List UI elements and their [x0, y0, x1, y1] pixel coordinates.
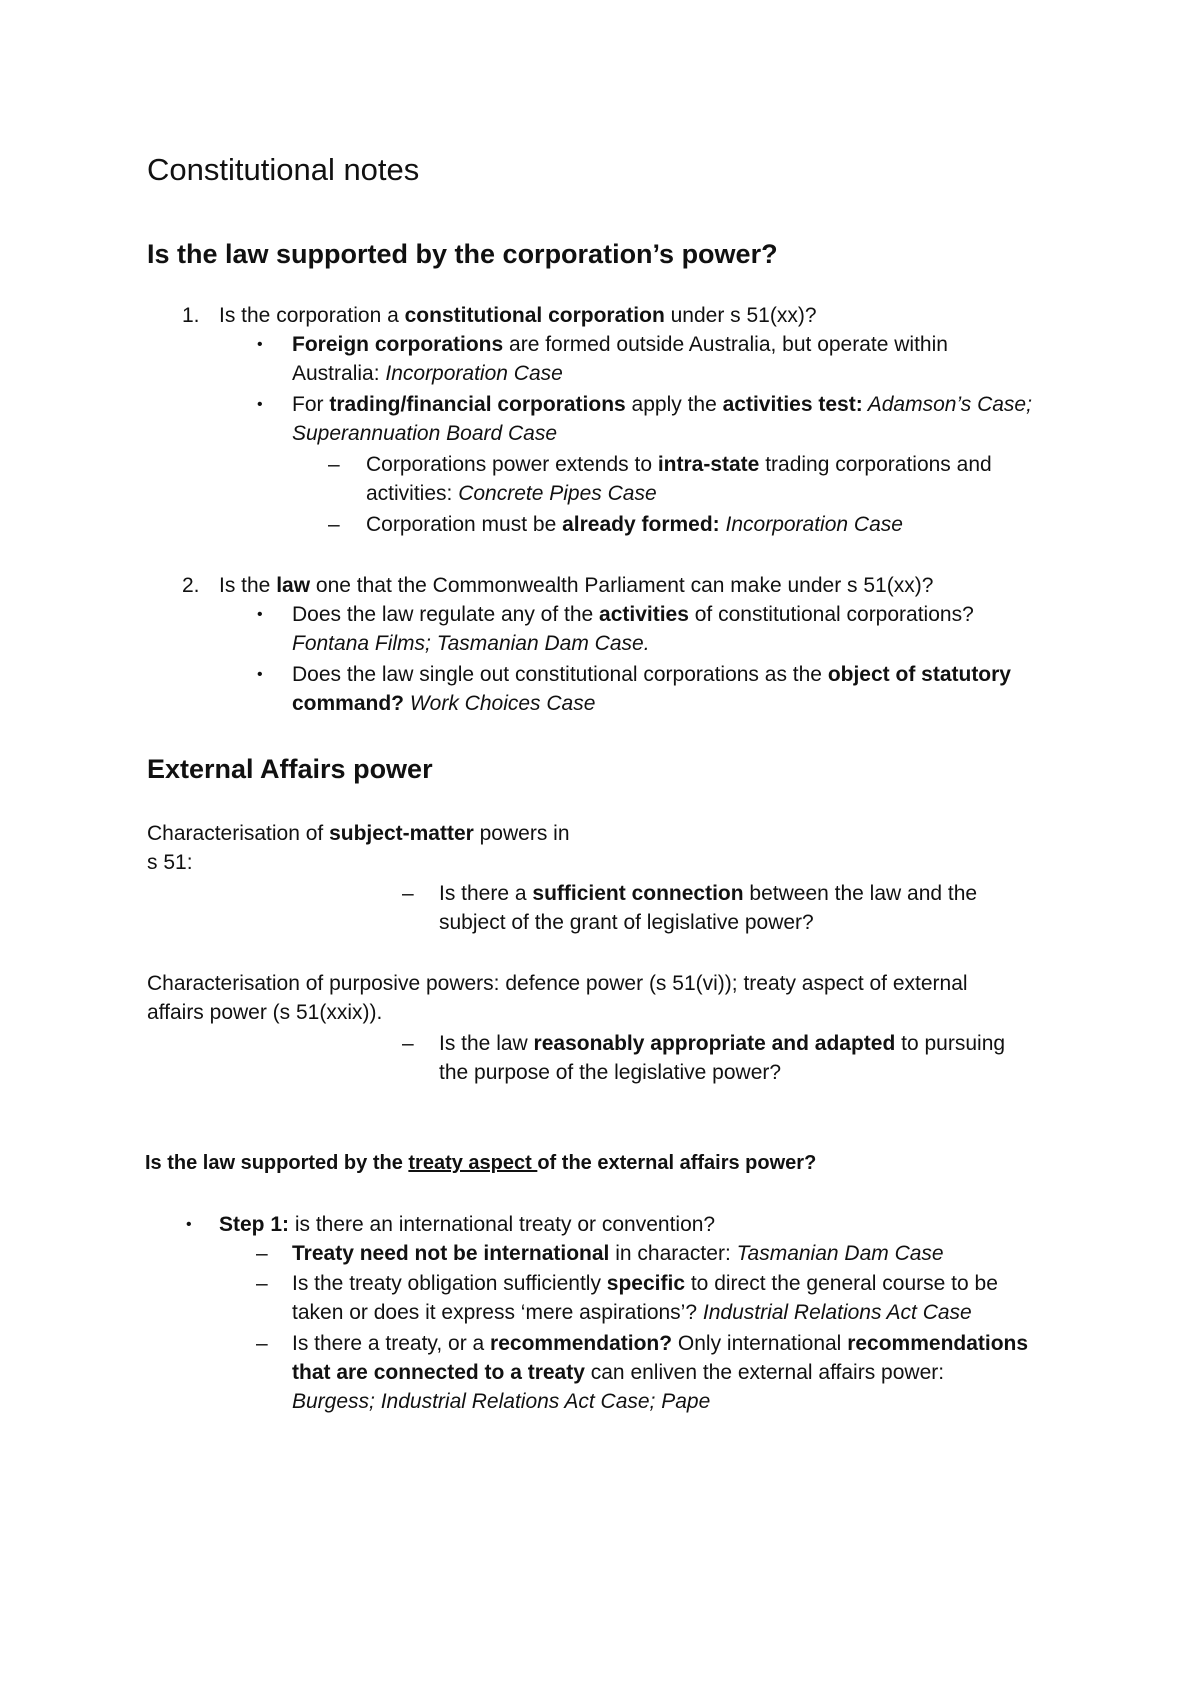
dash-marker: –	[402, 1032, 414, 1055]
section-heading-corporations: Is the law supported by the corporation’s power?	[147, 239, 778, 269]
bullet-marker: •	[257, 396, 263, 413]
q1-bullet-2-line-2: Superannuation Board Case	[292, 422, 558, 445]
dash-marker: –	[256, 1332, 268, 1355]
dash-marker: –	[256, 1242, 268, 1265]
list-number-2: 2.	[182, 574, 200, 597]
ea-dash-2-line-1: Is the law reasonably appropriate and adapted to pursuing	[439, 1032, 1006, 1055]
question-1: Is the corporation a constitutional corporation under s 51(xx)?	[219, 304, 817, 327]
q2-bullet-2-line-1: Does the law single out constitutional corporations as the object of statutory	[292, 663, 1011, 686]
para-purposive-line-2: affairs power (s 51(xxix)).	[147, 1001, 383, 1024]
step-1-dash-3-line-1: Is there a treaty, or a recommendation? Only international recommendations	[292, 1332, 1029, 1355]
bullet-marker: •	[257, 606, 263, 623]
ea-dash-2-line-2: the purpose of the legislative power?	[439, 1061, 782, 1084]
question-2: Is the law one that the Commonwealth Parliament can make under s 51(xx)?	[219, 574, 934, 597]
q2-bullet-1-line-2: Fontana Films; Tasmanian Dam Case.	[292, 632, 650, 655]
bullet-marker: •	[186, 1216, 192, 1233]
para-subject-matter-line-1: Characterisation of subject-matter powers in	[147, 822, 570, 845]
dash-marker: –	[328, 453, 340, 476]
ea-dash-1-line-1: Is there a sufficient connection between the law and the	[439, 882, 978, 905]
step-1-dash-3-line-2: that are connected to a treaty can enliven the external affairs power:	[292, 1361, 945, 1384]
q1-dash-1-line-1: Corporations power extends to intra-state trading corporations and	[366, 453, 992, 476]
step-1-dash-2-line-2: taken or does it express ‘mere aspirations’? Industrial Relations Act Case	[292, 1301, 972, 1324]
step-1: Step 1: is there an international treaty or convention?	[219, 1213, 716, 1236]
q2-bullet-1-line-1: Does the law regulate any of the activities of constitutional corporations?	[292, 603, 974, 626]
q1-bullet-2-line-1: For trading/financial corporations apply the activities test: Adamson’s Case;	[292, 393, 1032, 416]
q1-bullet-1-line-1: Foreign corporations are formed outside Australia, but operate within	[292, 333, 948, 356]
page-title: Constitutional notes	[147, 152, 420, 187]
step-1-dash-2-line-1: Is the treaty obligation sufficiently specific to direct the general course to be	[292, 1272, 998, 1295]
dash-marker: –	[402, 882, 414, 905]
dash-marker: –	[256, 1272, 268, 1295]
q1-bullet-1-line-2: Australia: Incorporation Case	[292, 362, 563, 385]
step-1-dash-3-line-3: Burgess; Industrial Relations Act Case; Pape	[292, 1390, 711, 1413]
step-1-dash-1: Treaty need not be international in character: Tasmanian Dam Case	[292, 1242, 944, 1265]
ea-dash-1-line-2: subject of the grant of legislative power?	[439, 911, 814, 934]
para-purposive-line-1: Characterisation of purposive powers: defence power (s 51(vi)); treaty aspect of external	[147, 972, 968, 995]
bullet-marker: •	[257, 336, 263, 353]
bullet-marker: •	[257, 666, 263, 683]
subheading-treaty-aspect: Is the law supported by the treaty aspect of the external affairs power?	[145, 1152, 817, 1174]
q1-dash-2: Corporation must be already formed: Incorporation Case	[366, 513, 903, 536]
section-heading-external-affairs: External Affairs power	[147, 754, 433, 784]
q1-dash-1-line-2: activities: Concrete Pipes Case	[366, 482, 657, 505]
list-number-1: 1.	[182, 304, 200, 327]
q2-bullet-2-line-2: command? Work Choices Case	[292, 692, 596, 715]
dash-marker: –	[328, 513, 340, 536]
para-subject-matter-line-2: s 51:	[147, 851, 193, 874]
